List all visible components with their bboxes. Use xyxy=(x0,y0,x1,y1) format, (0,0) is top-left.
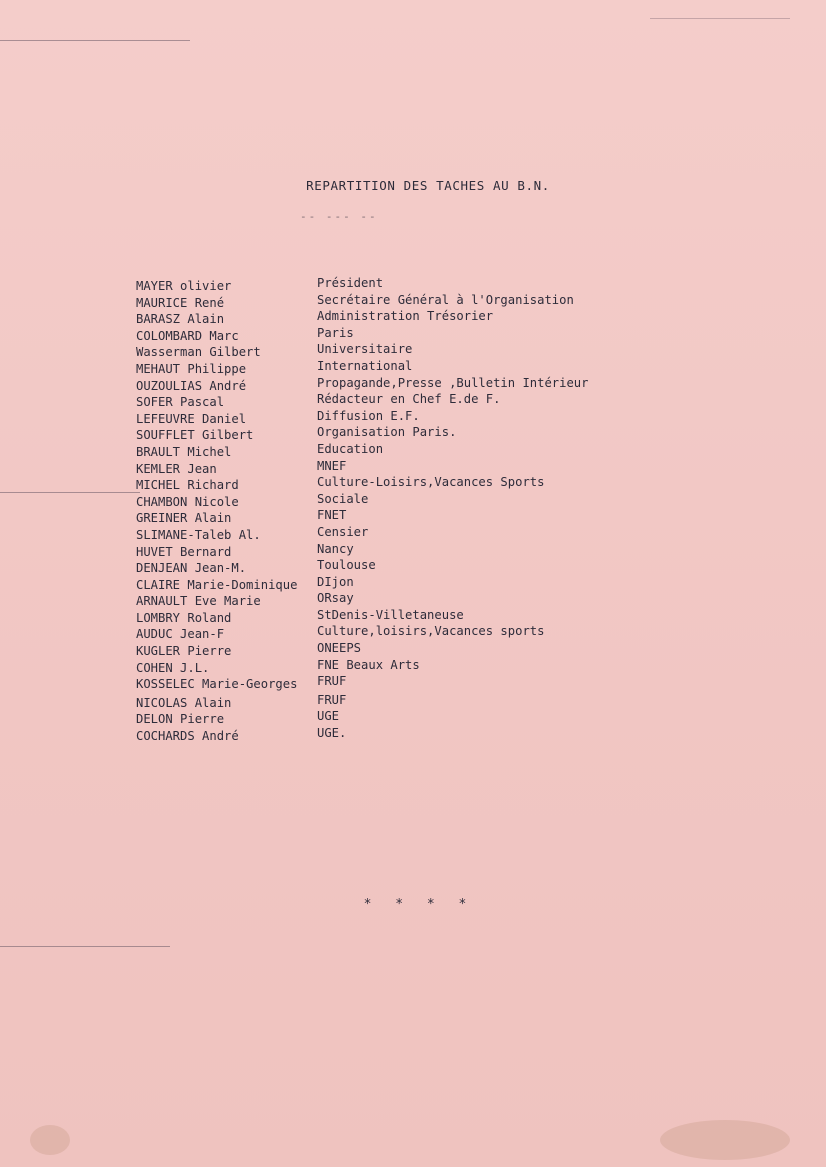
member-task: MNEF xyxy=(317,458,347,473)
member-task: Propagande,Presse ,Bulletin Intérieur xyxy=(317,375,589,390)
member-task: Rédacteur en Chef E.de F. xyxy=(317,392,501,407)
member-name: CHAMBON Nicole xyxy=(136,494,239,509)
member-name: KUGLER Pierre xyxy=(136,644,232,659)
task-row xyxy=(136,692,776,709)
task-row xyxy=(136,640,776,657)
task-row xyxy=(136,657,776,674)
member-task: DIjon xyxy=(317,574,354,589)
member-task: Sociale xyxy=(317,491,369,506)
member-task: Culture-Loisirs,Vacances Sports xyxy=(317,475,545,490)
task-row xyxy=(136,358,776,375)
member-name: DELON Pierre xyxy=(136,712,225,727)
member-task: Paris xyxy=(317,325,354,340)
member-name: SOUFFLET Gilbert xyxy=(136,428,254,443)
member-name: AUDUC Jean-F xyxy=(136,627,225,642)
task-row xyxy=(136,391,776,408)
member-name: LOMBRY Roland xyxy=(136,610,232,625)
member-task: Culture,loisirs,Vacances sports xyxy=(317,624,545,639)
member-name: BRAULT Michel xyxy=(136,444,232,459)
task-row xyxy=(136,474,776,491)
task-row xyxy=(136,341,776,358)
task-row xyxy=(136,408,776,425)
task-row xyxy=(136,292,776,309)
member-task: StDenis-Villetaneuse xyxy=(317,607,464,622)
member-task: Administration Trésorier xyxy=(317,309,494,324)
task-row xyxy=(136,574,776,591)
member-name: NICOLAS Alain xyxy=(136,695,232,710)
task-row xyxy=(136,607,776,624)
member-task: Education xyxy=(317,441,384,456)
member-name: SOFER Pascal xyxy=(136,395,225,410)
member-name: ARNAULT Eve Marie xyxy=(136,594,261,609)
member-name: CLAIRE Marie-Dominique xyxy=(136,577,298,592)
member-task: FRUF xyxy=(317,692,347,707)
scan-mark xyxy=(0,492,140,493)
member-name: MEHAUT Philippe xyxy=(136,361,247,376)
member-task: Secrétaire Général à l'Organisation xyxy=(317,292,574,307)
closing-mark: * * * * xyxy=(363,897,475,912)
task-row xyxy=(136,325,776,342)
member-name: HUVET Bernard xyxy=(136,544,232,559)
member-task: FNE Beaux Arts xyxy=(317,657,420,672)
scan-mark xyxy=(0,946,170,947)
member-task: FNET xyxy=(317,508,347,523)
member-name: OUZOULIAS André xyxy=(136,378,247,393)
paper-stain xyxy=(660,1120,790,1160)
scan-mark xyxy=(650,18,790,19)
task-list xyxy=(136,275,776,742)
member-name: MAYER olivier xyxy=(136,279,232,293)
task-row xyxy=(136,308,776,325)
member-name: LEFEUVRE Daniel xyxy=(136,411,247,426)
member-task: ORsay xyxy=(317,591,354,606)
task-row xyxy=(136,557,776,574)
member-name: COLOMBARD Marc xyxy=(136,328,239,343)
member-name: COHEN J.L. xyxy=(136,660,210,675)
member-name: COCHARDS André xyxy=(136,729,239,744)
task-row xyxy=(136,424,776,441)
task-row xyxy=(136,275,776,292)
member-task: UGE xyxy=(317,709,340,724)
member-task: Universitaire xyxy=(317,342,413,357)
task-row xyxy=(136,708,776,725)
member-name: KOSSELEC Marie-Georges xyxy=(136,677,298,692)
member-task: Président xyxy=(317,276,384,290)
task-row xyxy=(136,441,776,458)
member-name: GREINER Alain xyxy=(136,511,232,526)
member-task: UGE. xyxy=(317,726,347,741)
member-name: Wasserman Gilbert xyxy=(136,345,261,360)
task-row xyxy=(136,623,776,640)
task-row xyxy=(136,541,776,558)
member-task: Nancy xyxy=(317,541,354,556)
member-name: KEMLER Jean xyxy=(136,461,217,476)
member-task: International xyxy=(317,358,413,373)
member-task: Diffusion E.F. xyxy=(317,408,420,423)
paper-stain xyxy=(30,1125,70,1155)
member-name: SLIMANE-Taleb Al. xyxy=(136,527,261,542)
scan-mark xyxy=(0,40,190,41)
task-row xyxy=(136,375,776,392)
member-name: BARASZ Alain xyxy=(136,312,225,327)
task-row xyxy=(136,507,776,524)
task-row xyxy=(136,491,776,508)
member-name: DENJEAN Jean-M. xyxy=(136,561,247,576)
member-task: FRUF xyxy=(317,674,347,689)
member-name: MICHEL Richard xyxy=(136,478,239,493)
member-task: Toulouse xyxy=(317,558,376,573)
task-row xyxy=(136,590,776,607)
member-task: Organisation Paris. xyxy=(317,425,457,440)
title-rule: -- --- -- xyxy=(300,210,378,223)
task-row xyxy=(136,458,776,475)
document-title: REPARTITION DES TACHES AU B.N. xyxy=(306,178,550,193)
member-task: Censier xyxy=(317,524,369,539)
task-row xyxy=(136,673,776,690)
member-name: MAURICE René xyxy=(136,295,225,310)
task-row xyxy=(136,524,776,541)
task-row xyxy=(136,725,776,742)
member-task: ONEEPS xyxy=(317,641,362,656)
